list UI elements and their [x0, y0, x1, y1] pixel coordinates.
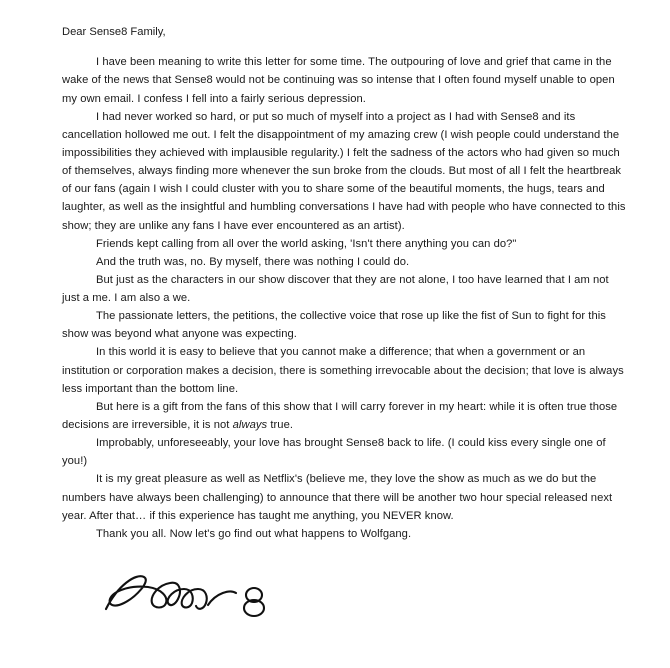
signature — [62, 569, 626, 629]
letter-salutation: Dear Sense8 Family, — [62, 26, 166, 38]
letter-paragraph-3: Friends kept calling from all over the world asking, 'Isn't there anything you can do?" — [96, 237, 517, 250]
letter-paragraph-4: And the truth was, no. By myself, there was nothing I could do. — [96, 255, 410, 268]
signature-icon — [96, 569, 286, 627]
letter-paragraph-2: I had never worked so hard, or put so much of myself into a project as I had with Sense8 and its cancellation hollowed me out. I felt the disappointment of my amazing crew (I wish people could understand the impossibilities they achieved with implausible regularity.) I felt the sadness of the actors who had given so much of themselves, always finding more whenever the sun broke from the clouds. But most of all I felt the heartbreak of our fans (again I wish I could cluster with you to share some of the beautiful moments, the hugs, tears and laughter, as well as the insightful and humbling conversations I have had with people who have connected to this show; they are unlike any fans I have ever encountered as an artist). — [62, 110, 626, 232]
letter-paragraph-6: The passionate letters, the petitions, the collective voice that rose up like the fist of Sun to fight for this show was beyond what anyone was expecting. — [62, 310, 606, 341]
letter-paragraph-8 — [62, 398, 626, 434]
letter-paragraph-11: Thank you all. Now let's go find out what happens to Wolfgang. — [96, 527, 412, 540]
letter-paragraph-7: In this world it is easy to believe that you cannot make a difference; that when a government or an institution or corporation makes a decision, there is something irrevocable about the decision; that love is always less important than the bottom line. — [62, 346, 624, 395]
paragraph-text-after-emphasis: true. — [267, 419, 294, 432]
letter-paragraph-9: Improbably, unforeseeably, your love has brought Sense8 back to life. (I could kiss every single one of you!) — [62, 437, 606, 468]
paragraph-text-before-emphasis: But here is a gift from the fans of this show that I will carry forever in my heart: while it is often true those decisions are irreversible, it is not — [62, 400, 618, 432]
letter-paragraph-5: But just as the characters in our show discover that they are not alone, I too have learned that I am not just a me. I am also a we. — [62, 273, 609, 305]
paragraph-emphasis: always — [232, 419, 268, 432]
letter-paragraph-10: It is my great pleasure as well as Netflix's (believe me, they love the show as much as we do but the numbers have always been challenging) to announce that there will be another two hour special released next year. After that… if this experience has taught me anything, you NEVER know. — [62, 473, 613, 522]
letter-paragraph-1: I have been meaning to write this letter for some time. The outpouring of love and grief that came in the wake of the news that Sense8 would not be continuing was so intense that I often found myself unable to open my own email. I confess I fell into a fairly serious depression. — [62, 56, 615, 105]
